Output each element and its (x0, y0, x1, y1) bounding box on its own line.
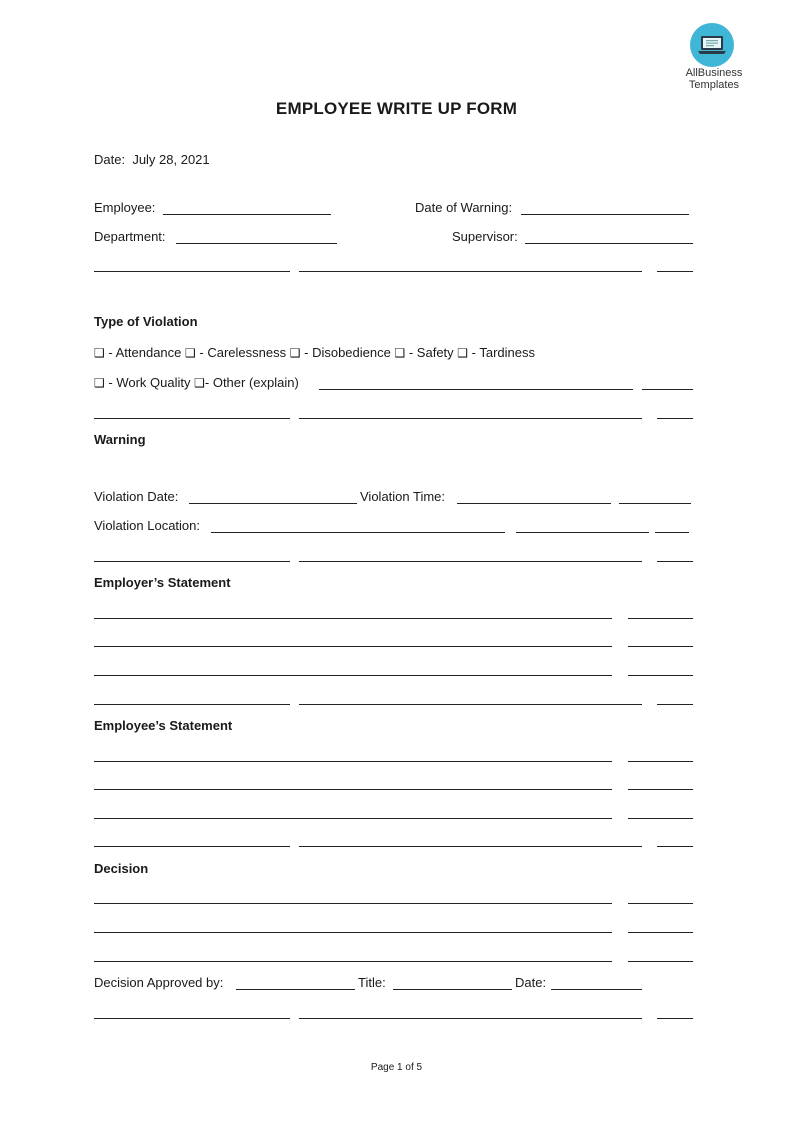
decision-date-label: Date: (515, 975, 547, 990)
logo-line-1: AllBusiness (685, 67, 743, 79)
page-title: EMPLOYEE WRITE UP FORM (275, 99, 518, 118)
separator-line (299, 271, 642, 272)
checkbox-disobedience[interactable]: ❑ (289, 346, 301, 360)
supervisor-field[interactable] (525, 243, 693, 244)
employee-statement-line-end[interactable] (628, 789, 693, 790)
checkbox-other[interactable]: ❑ (194, 376, 205, 390)
decision-line-end[interactable] (628, 932, 693, 933)
logo-badge (690, 23, 734, 67)
decision-line[interactable] (94, 932, 612, 933)
employee-statement-line[interactable] (94, 789, 612, 790)
date-value: July 28, 2021 (132, 152, 210, 167)
option-other: - Other (explain) (204, 375, 299, 390)
employee-label: Employee: (94, 200, 156, 215)
violation-options-row-1 (94, 345, 535, 361)
employer-statement-line[interactable] (94, 646, 612, 647)
page-number: Page 1 of 5 (370, 1062, 423, 1073)
separator-line (657, 418, 693, 419)
violation-location-field[interactable] (211, 532, 505, 533)
separator-line (299, 846, 642, 847)
separator-line (299, 561, 642, 562)
violation-location-label: Violation Location: (94, 518, 201, 533)
separator-line (657, 271, 693, 272)
option-attendance: - Attendance (108, 345, 182, 360)
separator-line (657, 704, 693, 705)
employer-statement-line-end[interactable] (628, 675, 693, 676)
decision-approved-by-field[interactable] (236, 989, 355, 990)
option-disobedience: - Disobedience (304, 345, 391, 360)
employer-statement-line-end[interactable] (628, 646, 693, 647)
logo-line-2: Templates (688, 79, 740, 91)
date-of-warning-field[interactable] (521, 214, 689, 215)
supervisor-label: Supervisor: (452, 229, 518, 244)
date-of-warning-label: Date of Warning: (415, 200, 513, 215)
checkbox-attendance[interactable]: ❑ (94, 346, 105, 360)
other-explain-field[interactable] (319, 389, 633, 390)
option-safety: - Safety (408, 345, 454, 360)
separator-line (657, 561, 693, 562)
other-explain-field-end[interactable] (642, 389, 693, 390)
employees-statement-heading: Employee’s Statement (94, 718, 233, 733)
employee-statement-line-end[interactable] (628, 818, 693, 819)
decision-line-end[interactable] (628, 961, 693, 962)
employer-statement-line[interactable] (94, 618, 612, 619)
violation-time-label: Violation Time: (360, 489, 446, 504)
checkbox-tardiness[interactable]: ❑ (457, 346, 469, 360)
decision-date-field[interactable] (551, 989, 642, 990)
separator-line (94, 561, 290, 562)
employee-statement-line[interactable] (94, 818, 612, 819)
decision-line[interactable] (94, 903, 612, 904)
separator-line (657, 846, 693, 847)
separator-line (94, 846, 290, 847)
separator-line (299, 418, 642, 419)
checkbox-safety[interactable]: ❑ (394, 346, 406, 360)
checkbox-work-quality[interactable]: ❑ (94, 376, 105, 390)
employee-field[interactable] (163, 214, 331, 215)
employer-statement-line-end[interactable] (628, 618, 693, 619)
decision-heading: Decision (94, 861, 149, 876)
date-label: Date: (94, 152, 126, 167)
violation-date-label: Violation Date: (94, 489, 179, 504)
separator-line (299, 1018, 642, 1019)
department-label: Department: (94, 229, 166, 244)
employers-statement-heading: Employer’s Statement (94, 575, 231, 590)
separator-line (94, 271, 290, 272)
option-carelessness: - Carelessness (199, 345, 287, 360)
employee-statement-line-end[interactable] (628, 761, 693, 762)
decision-title-label: Title: (358, 975, 386, 990)
decision-line[interactable] (94, 961, 612, 962)
violation-location-field-extra[interactable] (516, 532, 649, 533)
separator-line (94, 704, 290, 705)
decision-line-end[interactable] (628, 903, 693, 904)
option-tardiness: - Tardiness (471, 345, 536, 360)
violation-location-field-end[interactable] (655, 532, 689, 533)
logo-text (676, 67, 752, 91)
separator-line (299, 704, 642, 705)
separator-line (94, 418, 290, 419)
date-line (94, 152, 210, 168)
decision-title-field[interactable] (393, 989, 512, 990)
employer-statement-line[interactable] (94, 675, 612, 676)
checkbox-carelessness[interactable]: ❑ (185, 346, 196, 360)
decision-approved-by-label: Decision Approved by: (94, 975, 224, 990)
employee-statement-line[interactable] (94, 761, 612, 762)
warning-heading: Warning (94, 432, 146, 447)
option-work-quality: - Work Quality (108, 375, 191, 390)
department-field[interactable] (176, 243, 337, 244)
type-of-violation-heading: Type of Violation (94, 314, 198, 329)
violation-time-field-extra[interactable] (619, 503, 691, 504)
laptop-icon (690, 23, 734, 67)
violation-time-field[interactable] (457, 503, 611, 504)
separator-line (94, 1018, 290, 1019)
violation-options-row-2 (94, 375, 299, 391)
violation-date-field[interactable] (189, 503, 357, 504)
separator-line (657, 1018, 693, 1019)
